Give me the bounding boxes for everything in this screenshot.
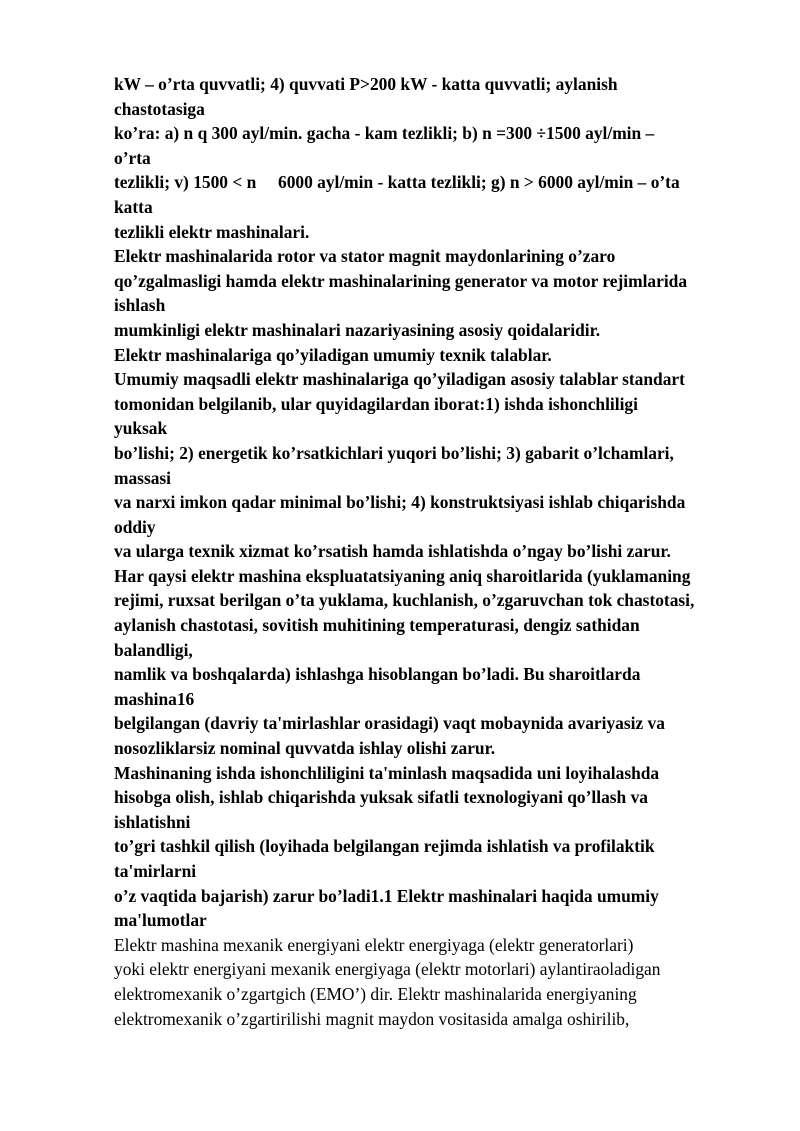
text-line: bo’lishi; 2) energetik ko’rsatkichlari yuqori bo’lishi; 3) gabarit o’lchamlari, xyxy=(114,442,674,463)
text-line: namlik va boshqalarda) ishlashga hisoblangan bo’ladi. Bu sharoitlarda xyxy=(114,664,641,685)
text-line: hisobga olish, ishlab chiqarishda yuksak sifatli texnologiyani qo’llash va xyxy=(114,787,648,808)
text-line: ishlatishni xyxy=(114,811,191,832)
text-line: aylanish chastotasi, sovitish muhitining temperaturasi, dengiz sathidan xyxy=(114,615,640,636)
text-line: va narxi imkon qadar minimal bo’lishi; 4) konstruktsiyasi ishlab chiqarishda xyxy=(114,492,686,513)
document-page xyxy=(114,72,754,1031)
text-line: kW – o’rta quvvatli; 4) quvvati P>200 kW - katta quvvatli; aylanish xyxy=(114,74,618,94)
normal-text-block xyxy=(114,933,754,1031)
text-line: qo’zgalmasligi hamda elektr mashinalarining generator va motor rejimlarida xyxy=(114,270,688,291)
text-line: va ularga texnik xizmat ko’rsatish hamda ishlatishda o’ngay bo’lishi zarur. xyxy=(114,541,671,562)
text-line: nosozliklarsiz nominal quvvatda ishlay olishi zarur. xyxy=(114,738,496,759)
text-line: massasi xyxy=(114,467,172,488)
text-line: oddiy xyxy=(114,516,156,537)
text-line: tomonidan belgilanib, ular quyidagilardan iborat:1) ishda ishonchliligi xyxy=(114,393,638,414)
text-line: Elektr mashina mexanik energiyani elektr energiyaga (elektr generatorlari) xyxy=(114,934,634,955)
text-line: Elektr mashinalarida rotor va stator magnit maydonlarining o’zaro xyxy=(114,246,616,267)
text-line: balandligi, xyxy=(114,639,193,660)
text-line: yuksak xyxy=(114,418,168,439)
text-line: Umumiy maqsadli elektr mashinalariga qo’yiladigan asosiy talablar standart xyxy=(114,369,685,390)
text-line: o’z vaqtida bajarish) zarur bo’ladi1.1 Elektr mashinalari haqida umumiy xyxy=(114,885,659,906)
text-line: Har qaysi elektr mashina ekspluatatsiyaning aniq sharoitlarida (yuklamaning xyxy=(114,565,691,586)
bold-text-block xyxy=(114,72,754,933)
section-heading: Elektr mashinalariga qo’yiladigan umumiy texnik talablar. xyxy=(114,344,552,365)
text-line: ko’ra: a) n q 300 ayl/min. gacha - kam tezlikli; b) n =300 ÷1500 ayl/min – xyxy=(114,123,655,144)
text-line: mashina16 xyxy=(114,688,195,709)
text-line: mumkinligi elektr mashinalari nazariyasining asosiy qoidalaridir. xyxy=(114,319,601,340)
text-line: yoki elektr energiyani mexanik energiyaga (elektr motorlari) aylantiraoladigan xyxy=(114,959,661,980)
text-line: o’rta xyxy=(114,147,151,168)
text-line: belgilangan (davriy ta'mirlashlar orasidagi) vaqt mobaynida avariyasiz va xyxy=(114,713,665,734)
text-line: ma'lumotlar xyxy=(114,910,207,931)
text-line: rejimi, ruxsat berilgan o’ta yuklama, kuchlanish, o’zgaruvchan tok chastotasi, xyxy=(114,590,695,611)
text-line: tezlikli; v) 1500 < n 6000 ayl/min - katta tezlikli; g) n > 6000 ayl/min – o’ta xyxy=(114,172,680,193)
text-line: elektromexanik o’zgartgich (EMO’) dir. Elektr mashinalarida energiyaning xyxy=(114,983,637,1004)
text-line: to’gri tashkil qilish (loyihada belgilangan rejimda ishlatish va profilaktik xyxy=(114,836,655,857)
text-line: tezlikli elektr mashinalari. xyxy=(114,221,310,242)
text-line: katta xyxy=(114,196,153,217)
text-line: chastotasiga xyxy=(114,98,205,119)
text-line: elektromexanik o’zgartirilishi magnit maydon vositasida amalga oshirilib, xyxy=(114,1008,630,1029)
text-line: ishlash xyxy=(114,295,166,316)
text-line: ta'mirlarni xyxy=(114,861,197,881)
text-line: Mashinaning ishda ishonchliligini ta'minlash maqsadida uni loyihalashda xyxy=(114,762,660,783)
